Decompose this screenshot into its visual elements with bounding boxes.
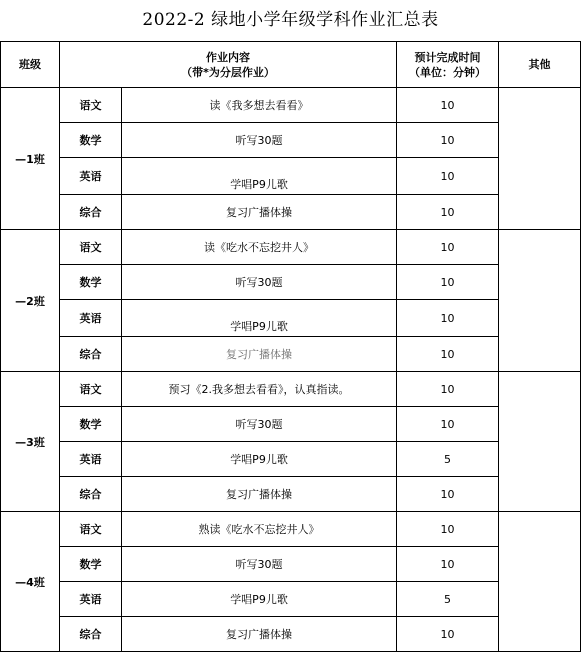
subject-cell: 数学: [60, 123, 122, 158]
header-other: 其他: [499, 42, 581, 88]
table-row: [1, 617, 581, 652]
time-cell: 10: [397, 372, 499, 407]
other-cell: [499, 88, 581, 230]
time-cell: 10: [397, 158, 499, 195]
time-cell: 5: [397, 582, 499, 617]
header-row: [1, 42, 581, 88]
content-cell: 学唱P9儿歌: [122, 442, 397, 477]
document-title: 2022-2 绿地小学年级学科作业汇总表: [142, 10, 439, 30]
subject-cell: 数学: [60, 407, 122, 442]
table-row: [1, 195, 581, 230]
header-time: [397, 42, 499, 88]
subject-cell: 英语: [60, 442, 122, 477]
subject-cell: 数学: [60, 547, 122, 582]
homework-table: [0, 41, 581, 652]
content-cell: 学唱P9儿歌: [122, 300, 397, 337]
time-cell: 10: [397, 230, 499, 265]
class-name: —1班: [1, 88, 60, 230]
content-cell: 复习广播体操: [122, 337, 397, 372]
time-cell: 10: [397, 337, 499, 372]
table-row: [1, 372, 581, 407]
time-cell: 10: [397, 407, 499, 442]
class-name: —2班: [1, 230, 60, 372]
table-row: [1, 512, 581, 547]
content-cell: 读《吃水不忘挖井人》: [122, 230, 397, 265]
table-row: [1, 582, 581, 617]
table-row: [1, 158, 581, 195]
subject-cell: 英语: [60, 582, 122, 617]
subject-cell: 语文: [60, 512, 122, 547]
table-row: [1, 230, 581, 265]
table-row: [1, 88, 581, 123]
other-cell: [499, 512, 581, 652]
subject-cell: 语文: [60, 230, 122, 265]
other-cell: [499, 230, 581, 372]
content-cell: 听写30题: [122, 265, 397, 300]
time-cell: 10: [397, 265, 499, 300]
time-cell: 10: [397, 617, 499, 652]
content-cell: 复习广播体操: [122, 195, 397, 230]
header-content-line1: 作业内容: [206, 50, 250, 64]
subject-cell: 英语: [60, 158, 122, 195]
content-cell: 预习《2.我多想去看看》，认真指读。: [122, 372, 397, 407]
content-cell: 听写30题: [122, 123, 397, 158]
class-name: —4班: [1, 512, 60, 652]
subject-cell: 综合: [60, 195, 122, 230]
header-time-line1: 预计完成时间: [414, 50, 481, 64]
subject-cell: 综合: [60, 617, 122, 652]
subject-cell: 语文: [60, 372, 122, 407]
table-row: [1, 337, 581, 372]
header-class: 班级: [1, 42, 60, 88]
time-cell: 10: [397, 123, 499, 158]
time-cell: 10: [397, 512, 499, 547]
content-cell: 学唱P9儿歌: [122, 158, 397, 195]
header-time-line2: （单位：分钟）: [409, 65, 487, 79]
subject-cell: 英语: [60, 300, 122, 337]
header-content: [60, 42, 397, 88]
content-cell: 学唱P9儿歌: [122, 582, 397, 617]
table-row: [1, 477, 581, 512]
table-row: [1, 407, 581, 442]
subject-cell: 综合: [60, 337, 122, 372]
content-cell: 听写30题: [122, 547, 397, 582]
subject-cell: 语文: [60, 88, 122, 123]
content-cell: 熟读《吃水不忘挖井人》: [122, 512, 397, 547]
time-cell: 10: [397, 300, 499, 337]
subject-cell: 综合: [60, 477, 122, 512]
table-row: [1, 265, 581, 300]
table-row: [1, 300, 581, 337]
table-row: [1, 547, 581, 582]
content-cell: 听写30题: [122, 407, 397, 442]
header-content-line2: （带*为分层作业）: [181, 65, 275, 79]
table-row: [1, 123, 581, 158]
content-cell: 读《我多想去看看》: [122, 88, 397, 123]
time-cell: 5: [397, 442, 499, 477]
time-cell: 10: [397, 195, 499, 230]
class-name: —3班: [1, 372, 60, 512]
content-cell: 复习广播体操: [122, 617, 397, 652]
subject-cell: 数学: [60, 265, 122, 300]
content-cell: 复习广播体操: [122, 477, 397, 512]
time-cell: 10: [397, 477, 499, 512]
time-cell: 10: [397, 88, 499, 123]
other-cell: [499, 372, 581, 512]
time-cell: 10: [397, 547, 499, 582]
table-row: [1, 442, 581, 477]
